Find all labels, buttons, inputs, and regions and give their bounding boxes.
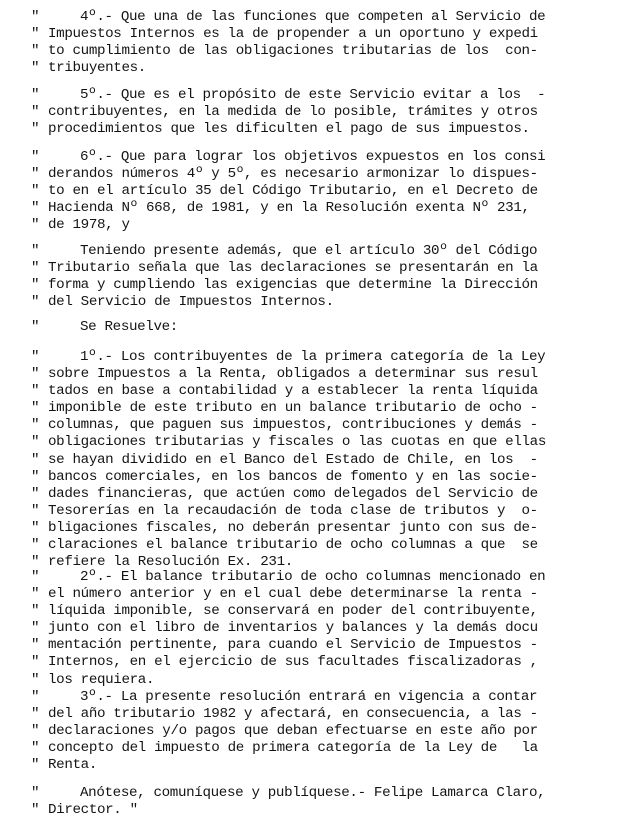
text-line (0, 785, 630, 802)
text-line (0, 503, 630, 520)
quote-mark: " (31, 104, 40, 121)
quote-mark: " (31, 671, 40, 688)
quote-mark: " (31, 200, 40, 217)
line-text: del Servicio de Impuestos Internos. (48, 294, 334, 311)
quote-mark: " (31, 468, 40, 485)
quote-mark: " (31, 519, 40, 536)
quote-mark: " (31, 277, 40, 294)
line-text: 3º.- La presente resolución entrará en vigencia a contar (80, 689, 538, 705)
text-line (0, 689, 630, 706)
line-text: tribuyentes. (48, 60, 146, 77)
line-text: el número anterior y en el cual debe determinarse la renta - (48, 586, 538, 603)
quote-mark: " (31, 740, 40, 757)
text-line (0, 277, 630, 294)
text-line (0, 452, 630, 469)
text-line (0, 672, 630, 689)
quote-mark: " (31, 183, 40, 200)
quote-mark: " (31, 603, 40, 620)
quote-mark: " (31, 706, 40, 723)
text-line (0, 121, 630, 138)
text-line (0, 200, 630, 217)
quote-mark: " (31, 9, 40, 25)
quote-mark: " (31, 319, 40, 335)
text-line (0, 104, 630, 121)
line-text: líquida imponible, se conservará en poder del contribuyente, (48, 603, 538, 620)
quote-mark: " (31, 87, 40, 103)
text-line (0, 417, 630, 434)
line-text: mentación pertinente, para cuando el Servicio de Impuestos - (48, 637, 538, 654)
text-line (0, 43, 630, 60)
quote-mark: " (31, 537, 40, 554)
text-line (0, 654, 630, 671)
quote-mark: " (31, 554, 40, 571)
quote-mark: " (31, 366, 40, 383)
line-text: obligaciones tributarias y fiscales o las cuotas en que ellas (48, 434, 546, 451)
paragraph-considerando-4 (0, 9, 630, 77)
quote-mark: " (31, 637, 40, 654)
line-text: to cumplimiento de las obligaciones tributarias de los con- (48, 43, 538, 60)
line-text: procedimientos que les dificulten el pago de sus impuestos. (48, 121, 530, 138)
quote-mark: " (31, 26, 40, 43)
quote-mark: " (31, 723, 40, 740)
line-text: to en el artículo 35 del Código Tributario, en el Decreto de (48, 183, 538, 200)
line-text: bancos comerciales, en los bancos de fomento y en las socie- (48, 468, 538, 485)
line-text: Teniendo presente además, que el artículo 30º del Código (80, 243, 538, 259)
text-line (0, 469, 630, 486)
line-text: bligaciones fiscales, no deberán presentar junto con sus de- (48, 519, 538, 536)
quote-mark: " (31, 689, 40, 705)
line-text: de 1978, y (48, 217, 130, 234)
line-text: 5º.- Que es el propósito de este Servicio evitar a los - (80, 87, 546, 103)
text-line (0, 434, 630, 451)
paragraph-considerando-6 (0, 149, 630, 234)
line-text: imponible de este tributo en un balance tributario de ocho - (48, 400, 538, 417)
quote-mark: " (31, 149, 40, 165)
quote-mark: " (31, 217, 40, 234)
line-text: sobre Impuestos a la Renta, obligados a determinar sus resul (48, 366, 538, 383)
text-line (0, 319, 630, 336)
text-line (0, 217, 630, 234)
line-text: Tributario señala que las declaraciones se presentarán en la (48, 260, 538, 277)
quote-mark: " (31, 620, 40, 637)
text-line (0, 706, 630, 723)
quote-mark: " (31, 802, 40, 819)
line-text: Director. " (48, 802, 138, 819)
quote-mark: " (31, 569, 40, 585)
line-text: Anótese, comuníquese y publíquese.- Felipe Lamarca Claro, (80, 785, 546, 801)
line-text: claraciones el balance tributario de ocho columnas a que se (48, 537, 538, 554)
quote-mark: " (31, 502, 40, 519)
quote-mark: " (31, 121, 40, 138)
quote-mark: " (31, 243, 40, 259)
line-text: del año tributario 1982 y afectará, en consecuencia, a las - (48, 706, 538, 723)
text-line (0, 383, 630, 400)
quote-mark: " (31, 586, 40, 603)
text-line (0, 620, 630, 637)
text-line (0, 9, 630, 26)
quote-mark: " (31, 654, 40, 671)
quote-mark: " (31, 383, 40, 400)
quote-mark: " (31, 434, 40, 451)
text-line (0, 637, 630, 654)
text-line (0, 400, 630, 417)
text-line (0, 520, 630, 537)
paragraph-resolucion-3 (0, 689, 630, 774)
line-text: 1º.- Los contribuyentes de la primera categoría de la Ley (80, 349, 546, 365)
quote-mark: " (31, 43, 40, 60)
line-text: 2º.- El balance tributario de ocho columnas mencionado en (80, 569, 546, 585)
text-line (0, 294, 630, 311)
line-text: Impuestos Internos es la de propender a un oportuno y expedi (48, 26, 538, 43)
line-text: dades financieras, que actúen como delegados del Servicio de (48, 485, 538, 502)
line-text: Hacienda Nº 668, de 1981, y en la Resolución exenta Nº 231, (48, 200, 530, 217)
paragraph-resolucion-2 (0, 569, 630, 689)
line-text: columnas, que paguen sus impuestos, contribuciones y demás - (48, 417, 538, 434)
text-line (0, 260, 630, 277)
text-line (0, 586, 630, 603)
paragraph-considerando-5 (0, 87, 630, 138)
text-line (0, 569, 630, 586)
quote-mark: " (31, 60, 40, 77)
quote-mark: " (31, 294, 40, 311)
heading-se-resuelve (0, 319, 630, 336)
line-text: refiere la Resolución Ex. 231. (48, 554, 293, 571)
text-line (0, 802, 630, 819)
text-line (0, 149, 630, 166)
paragraph-anotese-signature (0, 785, 630, 819)
quote-mark: " (31, 260, 40, 277)
quote-mark: " (31, 785, 40, 801)
line-text: forma y cumpliendo las exigencias que determine la Dirección (48, 277, 538, 294)
text-line (0, 183, 630, 200)
text-line (0, 349, 630, 366)
quote-mark: " (31, 166, 40, 183)
quote-mark: " (31, 451, 40, 468)
text-line (0, 723, 630, 740)
line-text: se hayan dividido en el Banco del Estado de Chile, en los - (48, 451, 538, 468)
line-text: Tesorerías en la recaudación de toda clase de tributos y o- (48, 502, 538, 519)
text-line (0, 366, 630, 383)
text-line (0, 603, 630, 620)
text-line (0, 26, 630, 43)
line-text: tados en base a contabilidad y a establecer la renta líquida (48, 383, 538, 400)
quote-mark: " (31, 757, 40, 774)
line-text: los requiera. (48, 671, 155, 688)
text-line (0, 243, 630, 260)
text-line (0, 740, 630, 757)
text-line (0, 87, 630, 104)
line-text: concepto del impuesto de primera categoría de la Ley de la (48, 740, 538, 757)
line-text: contribuyentes, en la medida de lo posible, trámites y otros (48, 104, 538, 121)
quote-mark: " (31, 349, 40, 365)
text-line (0, 757, 630, 774)
line-text: Renta. (48, 757, 97, 774)
paragraph-teniendo-presente (0, 243, 630, 311)
line-text: Internos, en el ejercicio de sus facultades fiscalizadoras , (48, 654, 538, 671)
line-text: derandos números 4º y 5º, es necesario armonizar lo dispues- (48, 166, 538, 183)
line-text: junto con el libro de inventarios y balances y la demás docu (48, 620, 538, 637)
line-text: 6º.- Que para lograr los objetivos expuestos en los consi (80, 149, 546, 165)
text-line (0, 166, 630, 183)
line-text: declaraciones y/o pagos que deban efectuarse en este año por (48, 723, 538, 740)
line-text: 4º.- Que una de las funciones que competen al Servicio de (80, 9, 546, 25)
quote-mark: " (31, 417, 40, 434)
text-line (0, 486, 630, 503)
quote-mark: " (31, 485, 40, 502)
quote-mark: " (31, 400, 40, 417)
paragraph-resolucion-1 (0, 349, 630, 571)
text-line (0, 60, 630, 77)
line-text: Se Resuelve: (80, 319, 178, 335)
text-line (0, 537, 630, 554)
